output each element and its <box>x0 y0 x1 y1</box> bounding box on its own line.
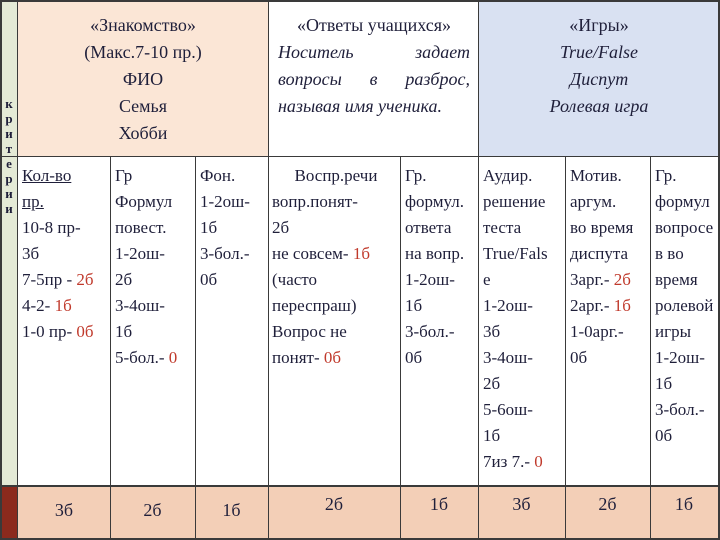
score-count: 3б <box>54 500 74 520</box>
header-title: «Игры» <box>569 15 629 35</box>
criterion-listening: Аудир. решение теста True/Fals е 1-2ош- 3б 3-4ош- 2б 5-6ош- 1б 7из 7.- 0 <box>483 166 548 471</box>
criterion-motivation: Мотив. аргум. во время диспута 3арг.- 2б 2арг.- 1б 1-0арг.- 0б <box>570 166 634 367</box>
score-listening: 3б <box>512 494 531 514</box>
header-line: ФИО <box>122 69 164 89</box>
criterion-count: Кол-во пр. 10-8 пр- 3б 7-5пр - 2б 4-2- 1б 1-0 пр- 0б <box>22 166 94 341</box>
side-label-criteria: к р и т е р и и <box>5 96 13 216</box>
score-motivation: 2б <box>598 494 617 514</box>
header-line: Семья <box>118 96 168 116</box>
score-speech-perception: 2б <box>324 494 344 514</box>
criterion-phonetics: Фон. 1-2ош- 1б 3-бол.- 0б <box>200 166 250 289</box>
criterion-answer-grammar: Гр. формул. ответа на вопр. 1-2ош- 1б 3-бол.- 0б <box>405 166 465 367</box>
score-row-left-band <box>0 486 18 540</box>
header-line: Носитель задает <box>278 42 470 62</box>
score-grammar: 2б <box>143 500 162 520</box>
header-line: Диспут <box>569 69 629 89</box>
header-title: «Ответы учащихся» <box>297 15 451 35</box>
header-games <box>478 12 720 120</box>
header-line: Ролевая игра <box>549 96 649 116</box>
header-line: (Макс.7-10 пр.) <box>84 42 202 62</box>
criterion-speech-perception: Воспр.речи вопр.понят- 2б не совсем- 1б (часто переспраш) Вопрос не понят- 0б <box>272 166 378 367</box>
header-line: называя имя ученика. <box>278 96 443 116</box>
score-roleplay-grammar: 1б <box>674 494 694 514</box>
header-answers <box>278 12 470 120</box>
header-line: True/False <box>559 42 638 62</box>
header-title: «Знакомство» <box>90 15 196 35</box>
score-phonetics: 1б <box>222 500 241 520</box>
header-line: Хобби <box>118 123 168 143</box>
score-answer-grammar: 1б <box>429 494 449 514</box>
header-line: вопросы в разброс, <box>278 69 470 89</box>
criterion-grammar: Гр Формул повест. 1-2ош- 2б 3-4ош- 1б 5-бол.- 0 <box>115 166 178 367</box>
criterion-roleplay-grammar: Гр. формул вопросе в во время ролевой игры 1-2ош- 1б 3-бол.- 0б <box>655 166 714 445</box>
side-strip <box>0 0 18 486</box>
header-acquaintance <box>18 12 268 147</box>
